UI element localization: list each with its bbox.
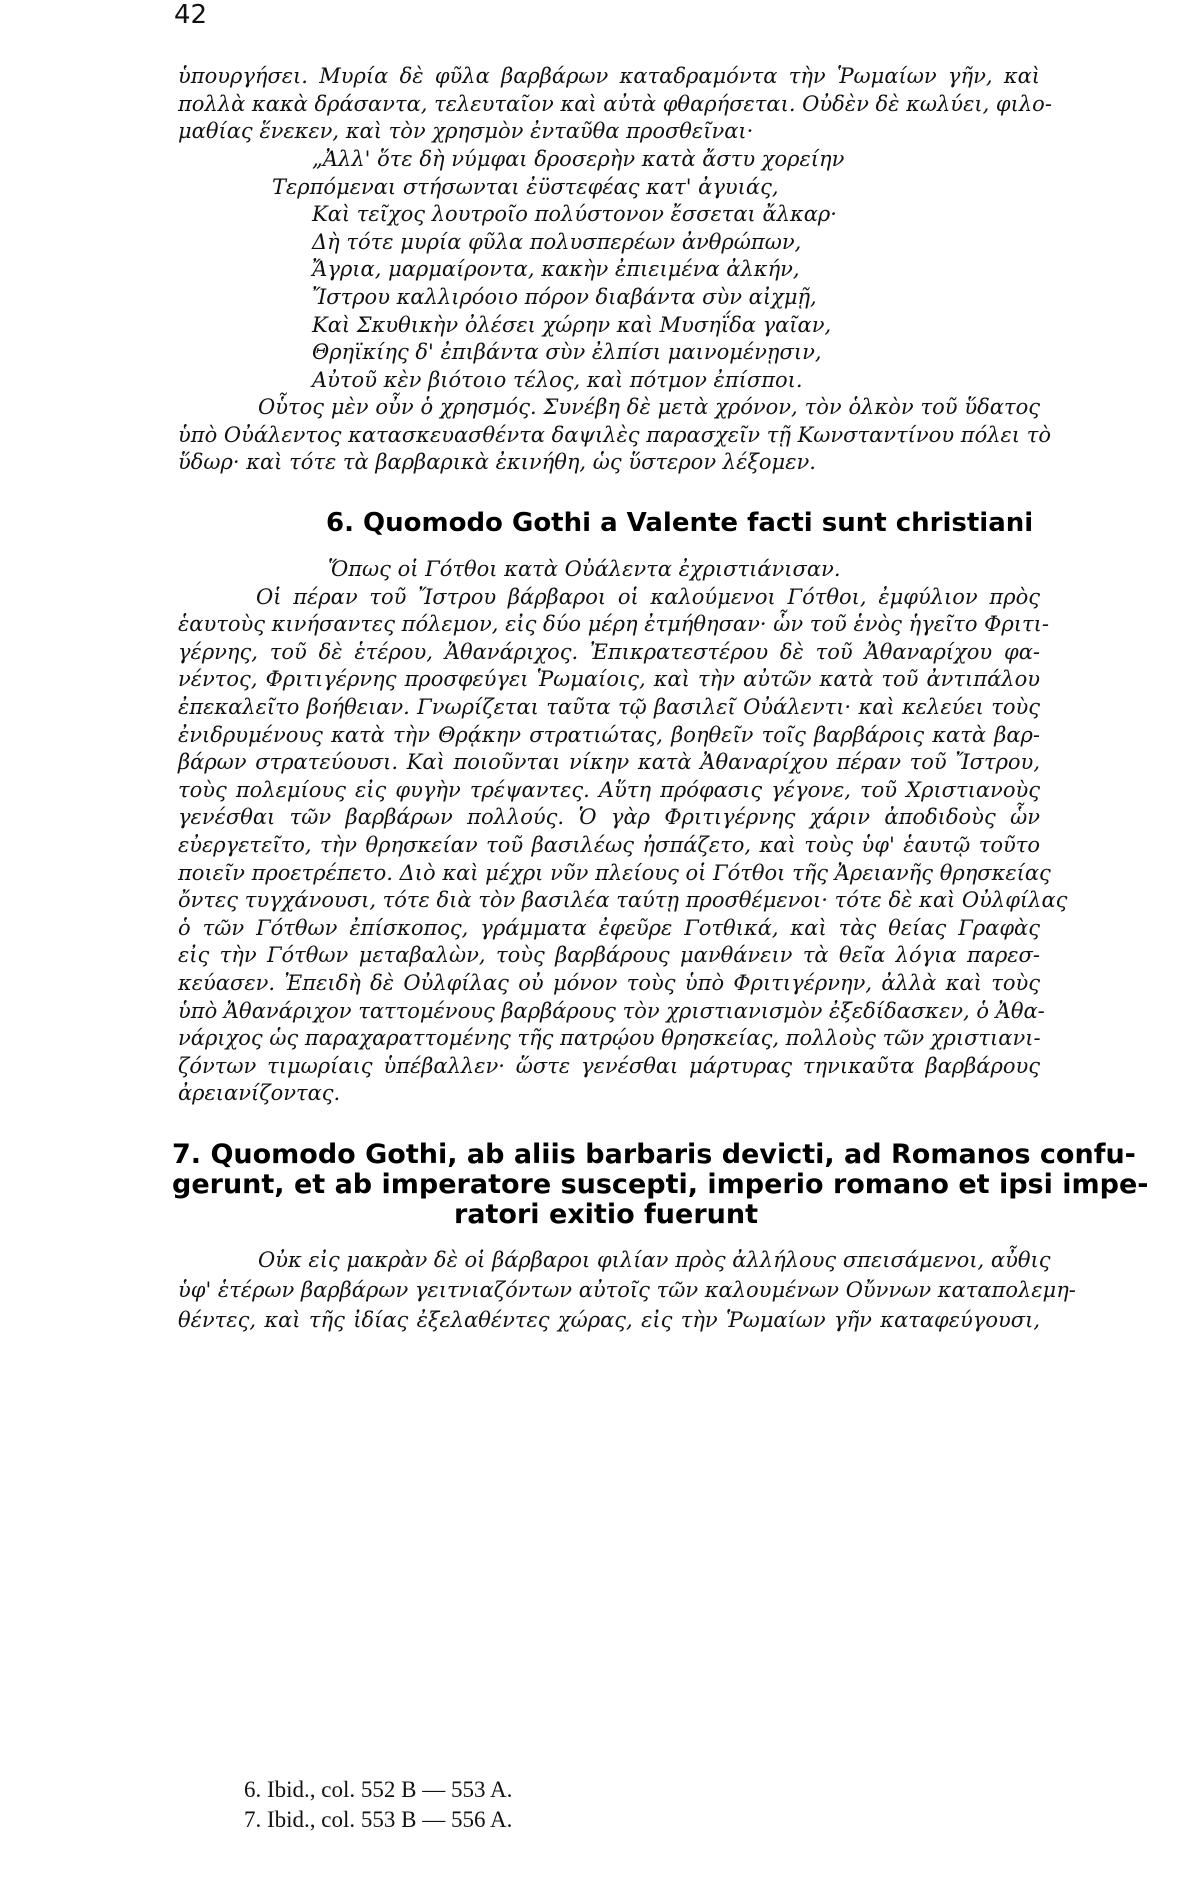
- verse-line: Αὐτοῦ κὲν βιότοιο τέλος, καὶ πότμον ἐπίσποι.: [312, 367, 803, 392]
- section-7-heading: [172, 1139, 1149, 1230]
- section-7-body: [178, 1245, 1076, 1335]
- text-line: ἐπεκαλεῖτο βοήθειαν. Γνωρίζεται ταῦτα τῷ βασιλεῖ Οὐάλεντι· καὶ κελεύει τοὺς: [178, 694, 1040, 719]
- text-line: Οὗτος μὲν οὖν ὁ χρησμός. Συνέβη δὲ μετὰ χρόνον, τὸν ὁλκὸν τοῦ ὕδατος: [258, 395, 1040, 419]
- text-line: ὄντες τυγχάνουσι, τότε διὰ τὸν βασιλέα ταύτῃ προσθέμενοι· τότε δὲ καὶ Οὐλφίλας: [178, 888, 1068, 913]
- text-line: ἀρειανίζοντας.: [178, 1081, 341, 1106]
- heading-line: ratori exitio fuerunt: [453, 1199, 758, 1230]
- text-line: θέντες, καὶ τῆς ἰδίας ἐξελαθέντες χώρας, εἰς τὴν Ῥωμαίων γῆν καταφεύγουσι,: [178, 1308, 1040, 1332]
- text-line: ὑπὸ Ἀθανάριχον ταττομένους βαρβάρους τὸν χριστιανισμὸν ἐξεδίδασκεν, ὁ Ἀθα-: [178, 998, 1045, 1023]
- section-6-body: [178, 556, 1068, 1108]
- text-line: ἐνιδρυμένους κατὰ τὴν Θρᾴκην στρατιώτας, βοηθεῖν τοῖς βαρβάροις κατὰ βαρ-: [178, 722, 1040, 747]
- verse-line: „Ἀλλ' ὅτε δὴ νύμφαι δροσερὴν κατὰ ἄστυ χορείην: [312, 147, 845, 171]
- text-line: ποιεῖν προετρέπετο. Διὸ καὶ μέχρι νῦν πλείους οἱ Γότθοι τῆς Ἀρειανῆς θρησκείας: [178, 860, 1051, 885]
- verse-line: Τερπόμεναι στήσωνται ἐϋστεφέας κατ' ἀγυιάς,: [272, 174, 779, 199]
- passage-1: [178, 63, 1052, 146]
- heading-line: gerunt, et ab imperatore suscepti, imperio romano et ipsi impe-: [172, 1169, 1149, 1200]
- section-6-title: Ὅπως οἱ Γότθοι κατὰ Οὐάλεντα ἐχριστιάνισαν.: [328, 557, 841, 581]
- heading-line: 7. Quomodo Gothi, ab aliis barbaris devicti, ad Romanos confu-: [172, 1139, 1136, 1170]
- text-line: κεύασεν. Ἐπειδὴ δὲ Οὐλφίλας οὐ μόνον τοὺς ὑπὸ Φριτιγέρνην, ἀλλὰ καὶ τοὺς: [178, 970, 1040, 995]
- section-6-heading: 6. Quomodo Gothi a Valente facti sunt christiani: [326, 508, 1034, 538]
- verse-line: Ἴστρου καλλιρόοιο πόρον διαβάντα σὺν αἰχμῇ,: [312, 284, 817, 309]
- text-line: ζόντων τιμωρίαις ὑπέβαλλεν· ὥστε γενέσθαι μάρτυρας τηνικαῦτα βαρβάρους: [178, 1053, 1040, 1078]
- text-line: βάρων στρατεύουσι. Καὶ ποιοῦνται νίκην κατὰ Ἀθαναρίχου πέραν τοῦ Ἴστρου,: [178, 750, 1040, 775]
- text-line: πολλὰ κακὰ δράσαντα, τελευταῖον καὶ αὐτὰ φθαρήσεται. Οὐδὲν δὲ κωλύει, φιλο-: [178, 91, 1052, 116]
- footnotes: [244, 1775, 512, 1835]
- oracle-verse: [272, 146, 1032, 394]
- verse-line: Ἄγρια, μαρμαίροντα, κακὴν ἐπιειμένα ἀλκήν,: [312, 257, 800, 282]
- verse-line: Καὶ τεῖχος λουτροῖο πολύστονον ἔσσεται ἄλκαρ·: [312, 202, 837, 227]
- text-line: γέρνης, τοῦ δὲ ἑτέρου, Ἀθανάριχος. Ἐπικρατεστέρου δὲ τοῦ Ἀθαναρίχου φα-: [178, 639, 1040, 664]
- text-line: ἑαυτοὺς κινήσαντες πόλεμον, εἰς δύο μέρη ἐτμήθησαν· ὧν τοῦ ἑνὸς ἡγεῖτο Φριτι-: [178, 612, 1049, 637]
- passage-2: [178, 394, 1051, 477]
- text-line: μαθίας ἕνεκεν, καὶ τὸν χρησμὸν ἐνταῦθα προσθεῖναι·: [178, 119, 754, 144]
- text-line: γενέσθαι τῶν βαρβάρων πολλούς. Ὁ γὰρ Φριτιγέρνης χάριν ἀποδιδοὺς ὧν: [178, 805, 1040, 830]
- text-line: Οἱ πέραν τοῦ Ἴστρου βάρβαροι οἱ καλούμενοι Γότθοι, ἐμφύλιον πρὸς: [256, 584, 1040, 609]
- text-line: εἰς τὴν Γότθων μεταβαλὼν, τοὺς βαρβάρους μανθάνειν τὰ θεῖα λόγια παρεσ-: [178, 943, 1040, 968]
- text-line: ὑπὸ Οὐάλεντος κατασκευασθέντα δαψιλὲς παρασχεῖν τῇ Κωνσταντίνου πόλει τὸ: [178, 422, 1051, 447]
- text-line: ὁ τῶν Γότθων ἐπίσκοπος, γράμματα ἐφεῦρε Γοτθικά, καὶ τὰς θείας Γραφὰς: [178, 915, 1040, 940]
- text-line: νέντος, Φριτιγέρνης προσφεύγει Ῥωμαίοις, καὶ τὴν αὐτῶν κατὰ τοῦ ἀντιπάλου: [178, 667, 1040, 692]
- verse-line: Θρηϊκίης δ' ἐπιβάντα σὺν ἐλπίσι μαινομένῃσιν,: [312, 340, 822, 365]
- text-line: τοὺς πολεμίους εἰς φυγὴν τρέψαντες. Αὕτη πρόφασις γέγονε, τοῦ Χριστιανοὺς: [178, 777, 1040, 802]
- text-line: νάριχος ὡς παραχαραττομένης τῆς πατρῴου θρησκείας, πολλοὺς τῶν χριστιανι-: [178, 1026, 1041, 1051]
- footnote: 7. Ibid., col. 553 B — 556 A.: [244, 1807, 513, 1832]
- text-line: ὕδωρ· καὶ τότε τὰ βαρβαρικὰ ἐκινήθη, ὡς ὕστερον λέξομεν.: [178, 450, 816, 475]
- text-line: Οὐκ εἰς μακρὰν δὲ οἱ βάρβαροι φιλίαν πρὸς ἀλλήλους σπεισάμενοι, αὖθις: [258, 1248, 1051, 1272]
- text-line: ὑφ' ἑτέρων βαρβάρων γειτνιαζόντων αὐτοῖς τῶν καλουμένων Οὔννων καταπολεμη-: [178, 1278, 1076, 1302]
- text-line: ὑπουργήσει. Μυρία δὲ φῦλα βαρβάρων καταδραμόντα τὴν Ῥωμαίων γῆν, καὶ: [178, 64, 1040, 88]
- footnote: 6. Ibid., col. 552 B — 553 A.: [244, 1777, 513, 1802]
- page-number: 42: [174, 0, 208, 30]
- verse-line: Καὶ Σκυθικὴν ὀλέσει χώρην καὶ Μυσηΐδα γαῖαν,: [312, 312, 832, 337]
- verse-line: Δὴ τότε μυρία φῦλα πολυσπερέων ἀνθρώπων,: [312, 229, 802, 254]
- text-line: εὐεργετεῖτο, τὴν θρησκείαν τοῦ βασιλέως ἠσπάζετο, καὶ τοὺς ὑφ' ἑαυτῷ τοῦτο: [178, 832, 1040, 857]
